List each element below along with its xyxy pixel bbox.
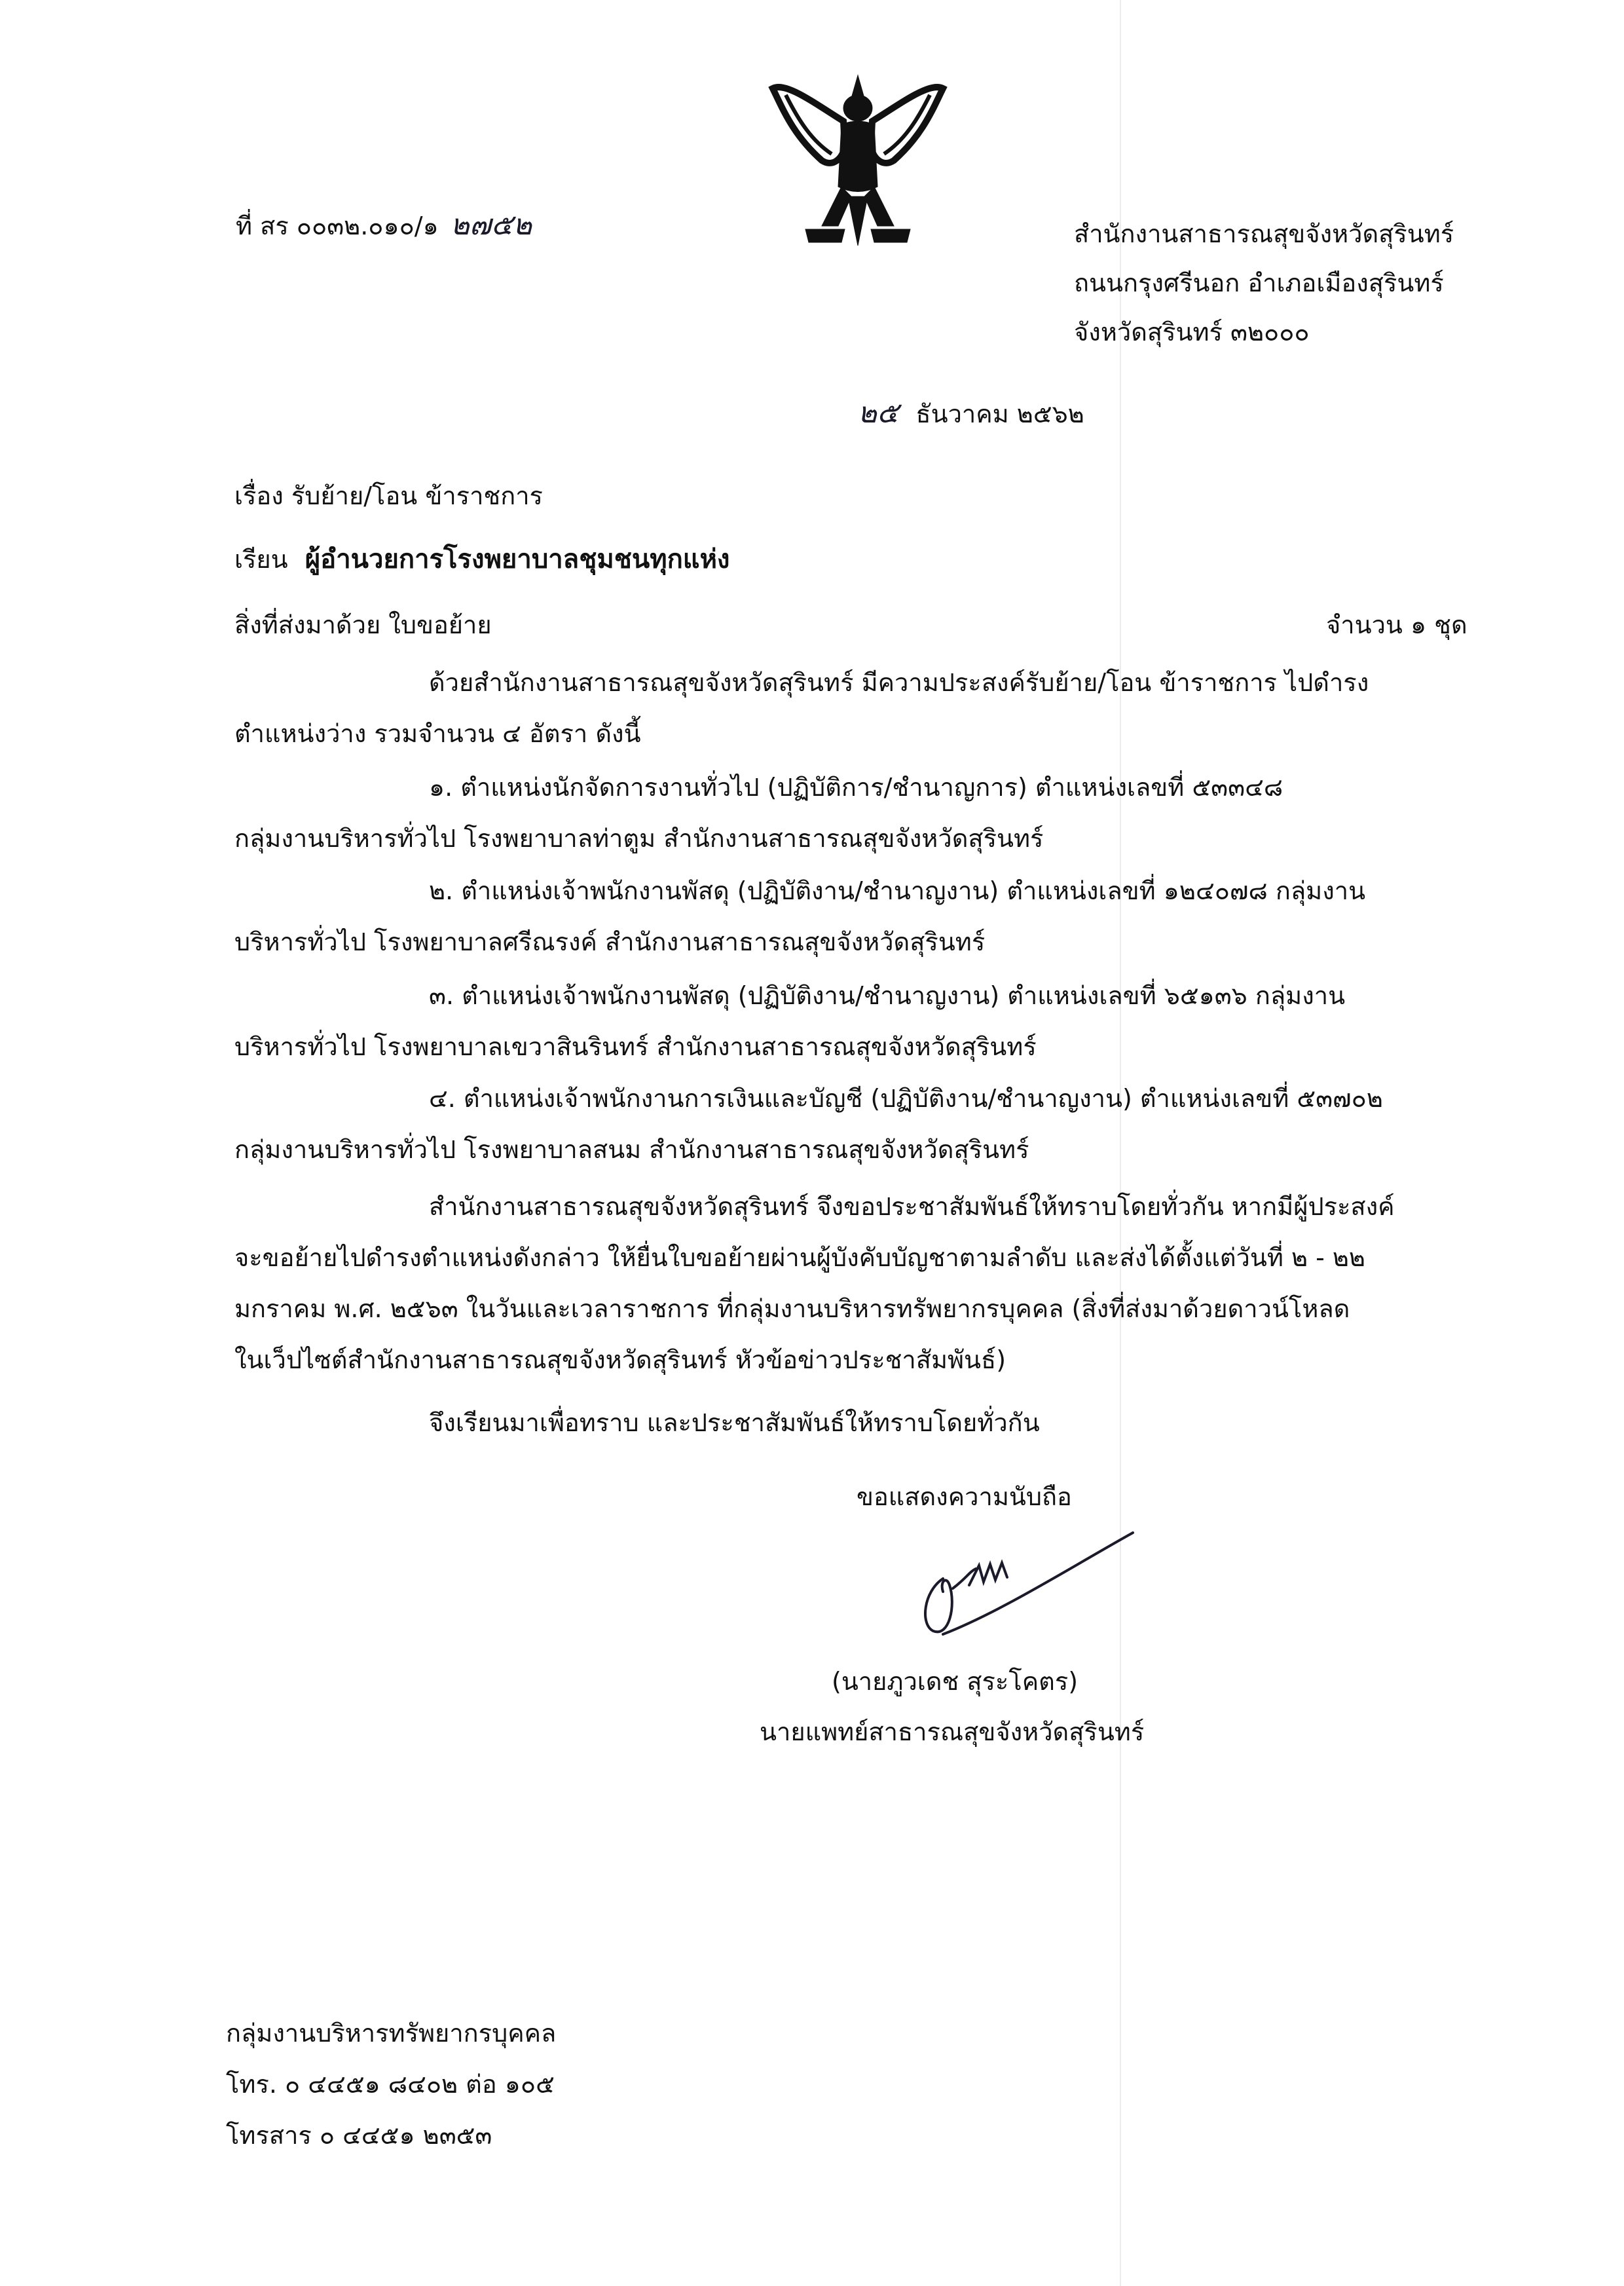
- sender-line-2: ถนนกรุงศรีนอก อำเภอเมืองสุรินทร์: [1074, 269, 1444, 297]
- notice-line-3: มกราคม พ.ศ. ๒๕๖๓ ในวันและเวลาราชการ ที่กลุ่มงานบริหารทรัพยากรบุคคล (สิ่งที่ส่งมาด้วยดาวน์โหลด: [234, 1294, 1350, 1323]
- sender-line-3: จังหวัดสุรินทร์ ๓๒๐๐๐: [1074, 318, 1310, 347]
- enclosure-count: จำนวน ๑ ชุด: [1326, 610, 1467, 639]
- closing-sentence: จึงเรียนมาเพื่อทราบ และประชาสัมพันธ์ให้ทราบโดยทั่วกัน: [429, 1408, 1040, 1437]
- footer-telephone: โทร. ๐ ๔๔๕๑ ๘๔๐๒ ต่อ ๑๐๕: [226, 2070, 555, 2099]
- enclosure-label: สิ่งที่ส่งมาด้วย ใบขอย้าย: [234, 610, 492, 639]
- date-month-year: ธันวาคม ๒๕๖๒: [915, 400, 1084, 428]
- notice-line-1: สำนักงานสาธารณสุขจังหวัดสุรินทร์ จึงขอประชาสัมพันธ์ให้ทราบโดยทั่วกัน หากมีผู้ประสงค์: [429, 1192, 1395, 1221]
- item-4-line-1: ๔. ตำแหน่งเจ้าพนักงานการเงินและบัญชี (ปฏิบัติงาน/ชำนาญงาน) ตำแหน่งเลขที่ ๕๓๗๐๒: [429, 1084, 1383, 1113]
- item-1-line-2: กลุ่มงานบริหารทั่วไป โรงพยาบาลท่าตูม สำนักงานสาธารณสุขจังหวัดสุรินทร์: [234, 824, 1044, 853]
- signature-icon: [904, 1520, 1146, 1670]
- footer-department: กลุ่มงานบริหารทรัพยากรบุคคล: [226, 2019, 557, 2048]
- signatory-name: (นายภูวเดช สุระโคตร): [832, 1667, 1079, 1696]
- date-day-handwritten: ๒๕: [858, 396, 899, 430]
- intro-line-1: ด้วยสำนักงานสาธารณสุขจังหวัดสุรินทร์ มีความประสงค์รับย้าย/โอน ข้าราชการ ไปดำรง: [429, 668, 1369, 697]
- subject: เรื่อง รับย้าย/โอน ข้าราชการ: [234, 481, 543, 510]
- garuda-emblem-icon: [760, 62, 956, 259]
- item-2-line-2: บริหารทั่วไป โรงพยาบาลศรีณรงค์ สำนักงานสาธารณสุขจังหวัดสุรินทร์: [234, 928, 986, 956]
- salutation: ขอแสดงความนับถือ: [857, 1482, 1072, 1511]
- footer-fax: โทรสาร ๐ ๔๔๕๑ ๒๓๕๓: [226, 2121, 492, 2150]
- intro-line-2: ตำแหน่งว่าง รวมจำนวน ๔ อัตรา ดังนี้: [234, 719, 641, 748]
- to-recipient: ผู้อำนวยการโรงพยาบาลชุมชนทุกแห่ง: [304, 544, 730, 574]
- sender-line-1: สำนักงานสาธารณสุขจังหวัดสุรินทร์: [1074, 219, 1454, 248]
- item-3-line-1: ๓. ตำแหน่งเจ้าพนักงานพัสดุ (ปฏิบัติงาน/ชำนาญงาน) ตำแหน่งเลขที่ ๖๕๑๓๖ กลุ่มงาน: [429, 981, 1346, 1010]
- signatory-position: นายแพทย์สาธารณสุขจังหวัดสุรินทร์: [760, 1717, 1145, 1746]
- item-1-line-1: ๑. ตำแหน่งนักจัดการงานทั่วไป (ปฏิบัติการ/ชำนาญการ) ตำแหน่งเลขที่ ๕๓๓๔๘: [429, 773, 1283, 802]
- item-2-line-1: ๒. ตำแหน่งเจ้าพนักงานพัสดุ (ปฏิบัติงาน/ชำนาญงาน) ตำแหน่งเลขที่ ๑๒๔๐๗๘ กลุ่มงาน: [429, 876, 1366, 905]
- reference-number: ที่ สร ๐๐๓๒.๐๑๐/๑: [236, 212, 439, 240]
- to-label: เรียน: [234, 545, 288, 574]
- item-3-line-2: บริหารทั่วไป โรงพยาบาลเขวาสินรินทร์ สำนักงานสาธารณสุขจังหวัดสุรินทร์: [234, 1032, 1037, 1061]
- reference-handwritten: ๒๗๕๒: [450, 208, 532, 242]
- notice-line-4: ในเว็ปไซต์สำนักงานสาธารณสุขจังหวัดสุรินทร์ หัวข้อข่าวประชาสัมพันธ์): [234, 1345, 1006, 1374]
- notice-line-2: จะขอย้ายไปดำรงตำแหน่งดังกล่าว ให้ยื่นใบขอย้ายผ่านผู้บังคับบัญชาตามลำดับ และส่งได้ตั้งแต่วันที่ ๒ - ๒๒: [234, 1243, 1365, 1272]
- item-4-line-2: กลุ่มงานบริหารทั่วไป โรงพยาบาลสนม สำนักงานสาธารณสุขจังหวัดสุรินทร์: [234, 1135, 1029, 1164]
